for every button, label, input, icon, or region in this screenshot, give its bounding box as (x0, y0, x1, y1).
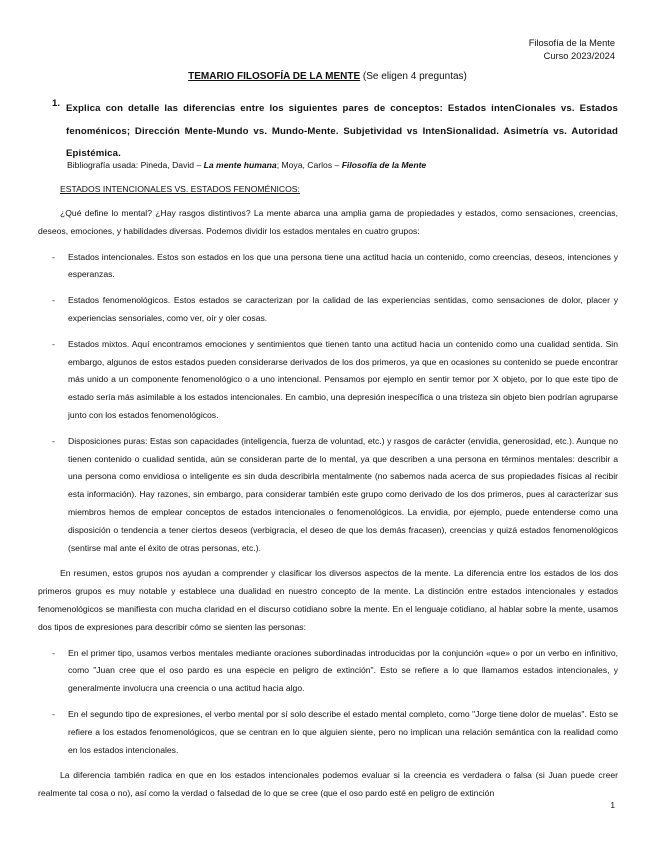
final-paragraph: La diferencia también radica en que en los estados intencionales podemos evaluar si la creencia es verdadera o falsa (si Juan puede creer realmente tal cosa o no), así como la verdad o falsedad de lo que se cree (que el oso pardo esté en peligro de extinción (38, 770, 618, 799)
list-item: - En el primer tipo, usamos verbos mentales mediante oraciones subordinadas introducidas por la conjunción «que» o por un verbo en infinitivo, como "Juan cree que el oso pardo es una especie en peligro de extinción". Esto se refiere a lo que llamamos estados intencionales, y generalmente involucra una creencia o una actitud hacia algo. (38, 645, 618, 698)
intro-paragraph: ¿Qué define lo mental? ¿Hay rasgos distintivos? La mente abarca una amplia gama de propiedades y estados, como sensaciones, creencias, deseos, emociones, y habilidades diversas. Podemos dividir los estados mentales en cuatro grupos: (38, 208, 618, 236)
list-item: - Estados fenomenológicos. Estos estados se caracterizan por la calidad de las experiencias sentidas, como sensaciones de dolor, placer y experiencias sensoriales, como ver, oír y oler cosas. (38, 292, 618, 328)
bibliography-line (67, 160, 426, 170)
bibliography-book-1: La mente humana (203, 160, 277, 170)
page-header (529, 37, 615, 63)
list-item: - Estados intencionales. Estos son estados en los que una persona tiene una actitud hacia un contenido, como creencias, deseos, intenciones y esperanzas. (38, 249, 618, 285)
title-subtitle: (Se eligen 4 preguntas) (362, 71, 467, 82)
bibliography-middle: ; Moya, Carlos – (276, 160, 340, 170)
list-item: - Disposiciones puras: Estas son capacidades (inteligencia, fuerza de voluntad, etc.) y rasgos de carácter (envidia, generosidad, etc.). Aunque no tienen contenido o cualidad sentida, aún se consideran parte de lo mental, ya que describen a una persona en términos mentales: describir a una persona como envidiosa o inteligente es sin duda describirla mentalmente (no sabemos nada acerca de sus propiedades físicas al recibir esta información). Hay razones, sin embargo, para considerar también este grupo como derivado de los dos primeros, pues al caracterizar sus miembros hemos de emplear conceptos de estados intencionales o fenomenológicos. La envidia, por ejemplo, puede entenderse como una disposición o tendencia a tener ciertos deseos (verbigracia, el deseo de que los demás fracasen), creencias y quizá estados fenomenológicos (sentirse mal ante el éxito de otras personas, etc.). (38, 433, 618, 558)
header-course-year: Curso 2023/2024 (543, 51, 615, 61)
list-item: - Estados mixtos. Aquí encontramos emociones y sentimientos que tienen tanto una actitud hacia un contenido como una cualidad sentida. Sin embargo, algunos de estos estados pueden considerarse derivados de los dos primeros, ya que en ocasiones su contenido se puede encontrar más unido a un componente fenomenológico o a uno intencional. Pensamos por ejemplo en sentir temor por X objeto, por lo que este tipo de estado sería más asimilable a los estados intencionales. En cambio, una depresión inespecífica o una tristeza sin objeto bien podrían agruparse junto con los estados fenomenológicos. (38, 336, 618, 425)
title-main: TEMARIO FILOSOFÍA DE LA MENTE (188, 71, 361, 82)
question-number: 1. (52, 98, 61, 109)
header-course-name: Filosofía de la Mente (528, 38, 615, 48)
bibliography-prefix: Bibliografía usada: Pineda, David – (67, 160, 202, 170)
question-text: Explica con detalle las diferencias entre los siguientes pares de conceptos: Estados intenCionales vs. Estados fenoménicos; Dirección Mente-Mundo vs. Mundo-Mente. Subjetividad vs IntenSionalidad. Asimetría vs. Autoridad Epistémica. (66, 103, 618, 159)
list-item: - En el segundo tipo de expresiones, el verbo mental por sí solo describe el estado mental completo, como "Jorge tiene dolor de muelas". Esto se refiere a los estados fenomenológicos, que se centran en lo que alguien siente, pero no implican una relación semántica con la realidad como en los estados intencionales. (38, 706, 618, 759)
section-heading: ESTADOS INTENCIONALES VS. ESTADOS FENOMÉNICOS: (60, 184, 300, 194)
document-title (0, 71, 655, 82)
body-text (38, 205, 618, 803)
expression-types-list (38, 645, 618, 760)
summary-paragraph: En resumen, estos grupos nos ayudan a comprender y clasificar los diversos aspectos de la mente. La diferencia entre los estados de los dos primeros grupos es muy notable y establece una dualidad en nuestro concepto de la mente. La distinción entre estados intencionales y estados fenomenológicos se manifiesta con mucha claridad en el discurso cotidiano sobre la mente. En el lenguaje cotidiano, al hablar sobre la mente, usamos dos tipos de expresiones para describir cómo se sienten las personas: (38, 568, 618, 632)
bibliography-book-2: Filosofía de la Mente (341, 160, 427, 170)
page-number: 1 (610, 800, 615, 810)
mental-state-groups-list (38, 249, 618, 558)
question-item (52, 98, 618, 166)
